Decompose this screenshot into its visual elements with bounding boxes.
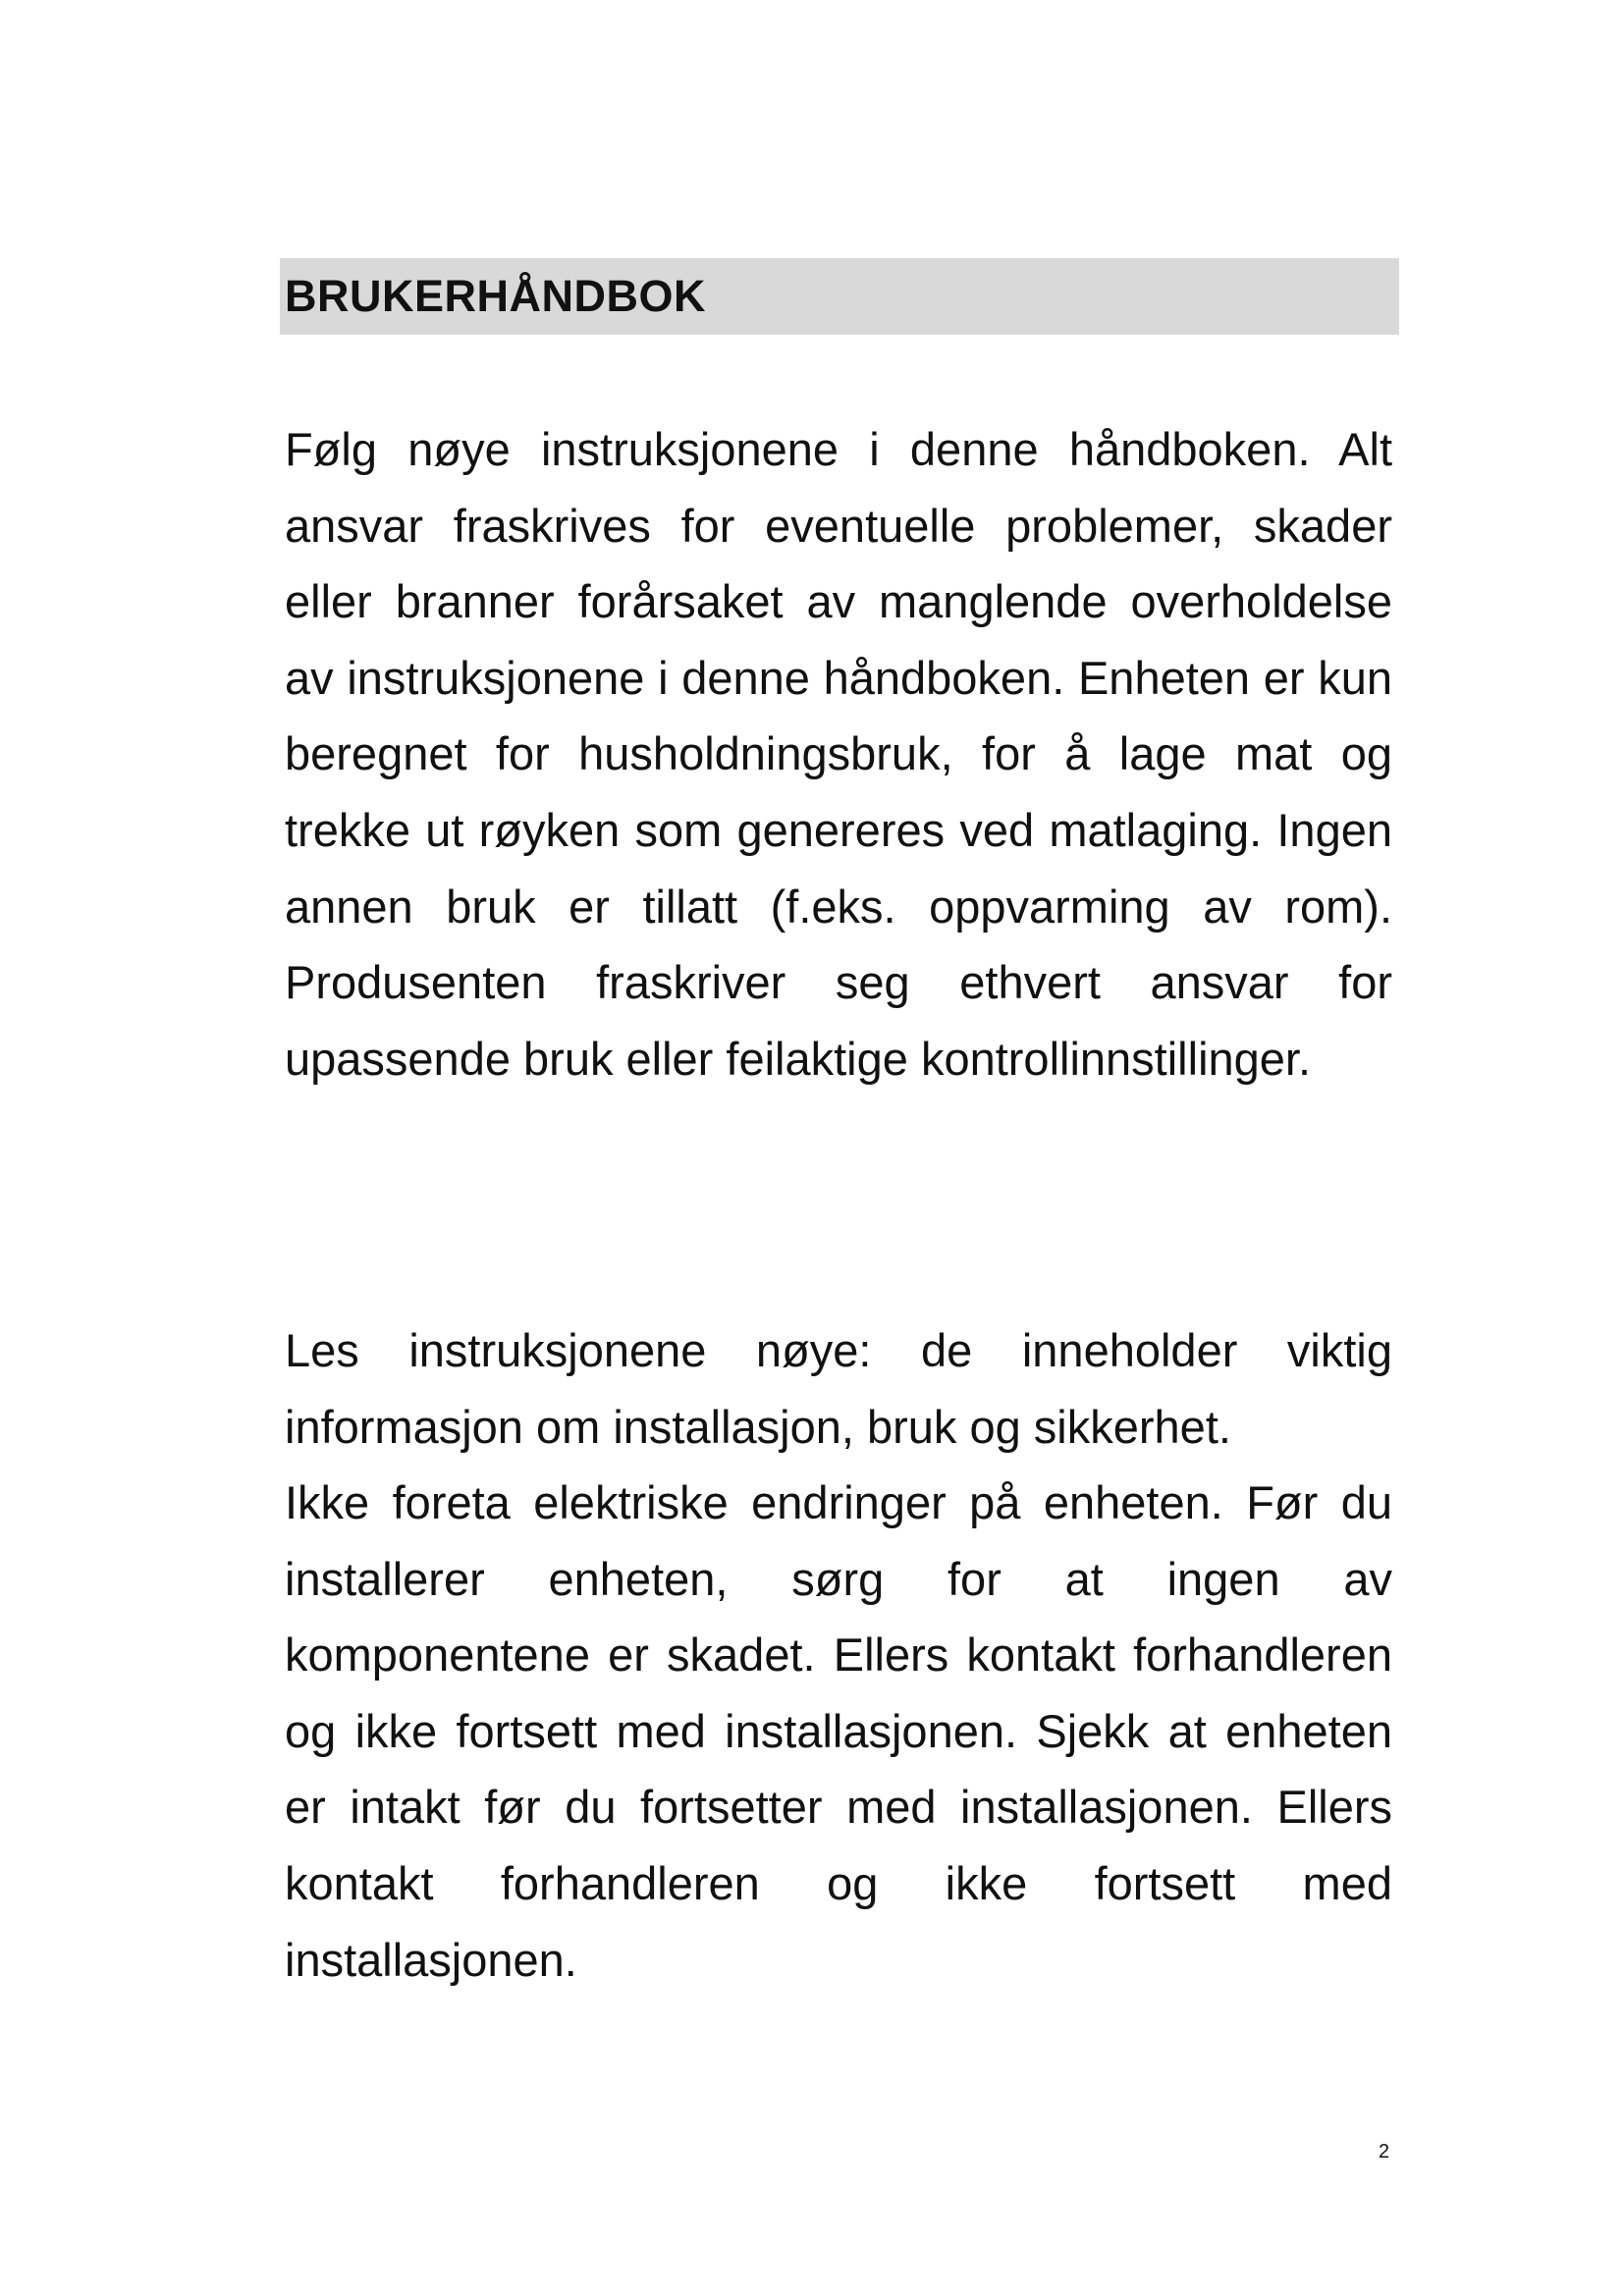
page-title: BRUKERHÅNDBOK — [285, 271, 706, 321]
paragraph-intro: Følg nøye instruksjonene i denne håndboken. Alt ansvar fraskrives for eventuelle problemer, skader eller branner forårsaket av manglende overholdelse av instruksjonene i denne håndboken. Enheten er kun beregnet for husholdningsbruk, for å lage mat og trekke ut røyken som genereres ved matlaging. Ingen annen bruk er tillatt (f.eks. oppvarming av rom). Produsenten fraskriver seg ethvert ansvar for upassende bruk eller feilaktige kontrollinnstillinger. — [285, 423, 1392, 1085]
paragraph-read-instructions: Les instruksjonene nøye: de inneholder viktig informasjon om installasjon, bruk og sikkerhet. — [285, 1324, 1392, 1453]
page-number: 2 — [1379, 2141, 1390, 2163]
paragraph-safety: Ikke foreta elektriske endringer på enheten. Før du installerer enheten, sørg for at ingen av komponentene er skadet. Ellers kontakt forhandleren og ikke fortsett med installasjonen. Sjekk at enheten er intakt før du fortsetter med installasjonen. Ellers kontakt forhandleren og ikke fortsett med installasjonen. — [285, 1476, 1392, 1986]
